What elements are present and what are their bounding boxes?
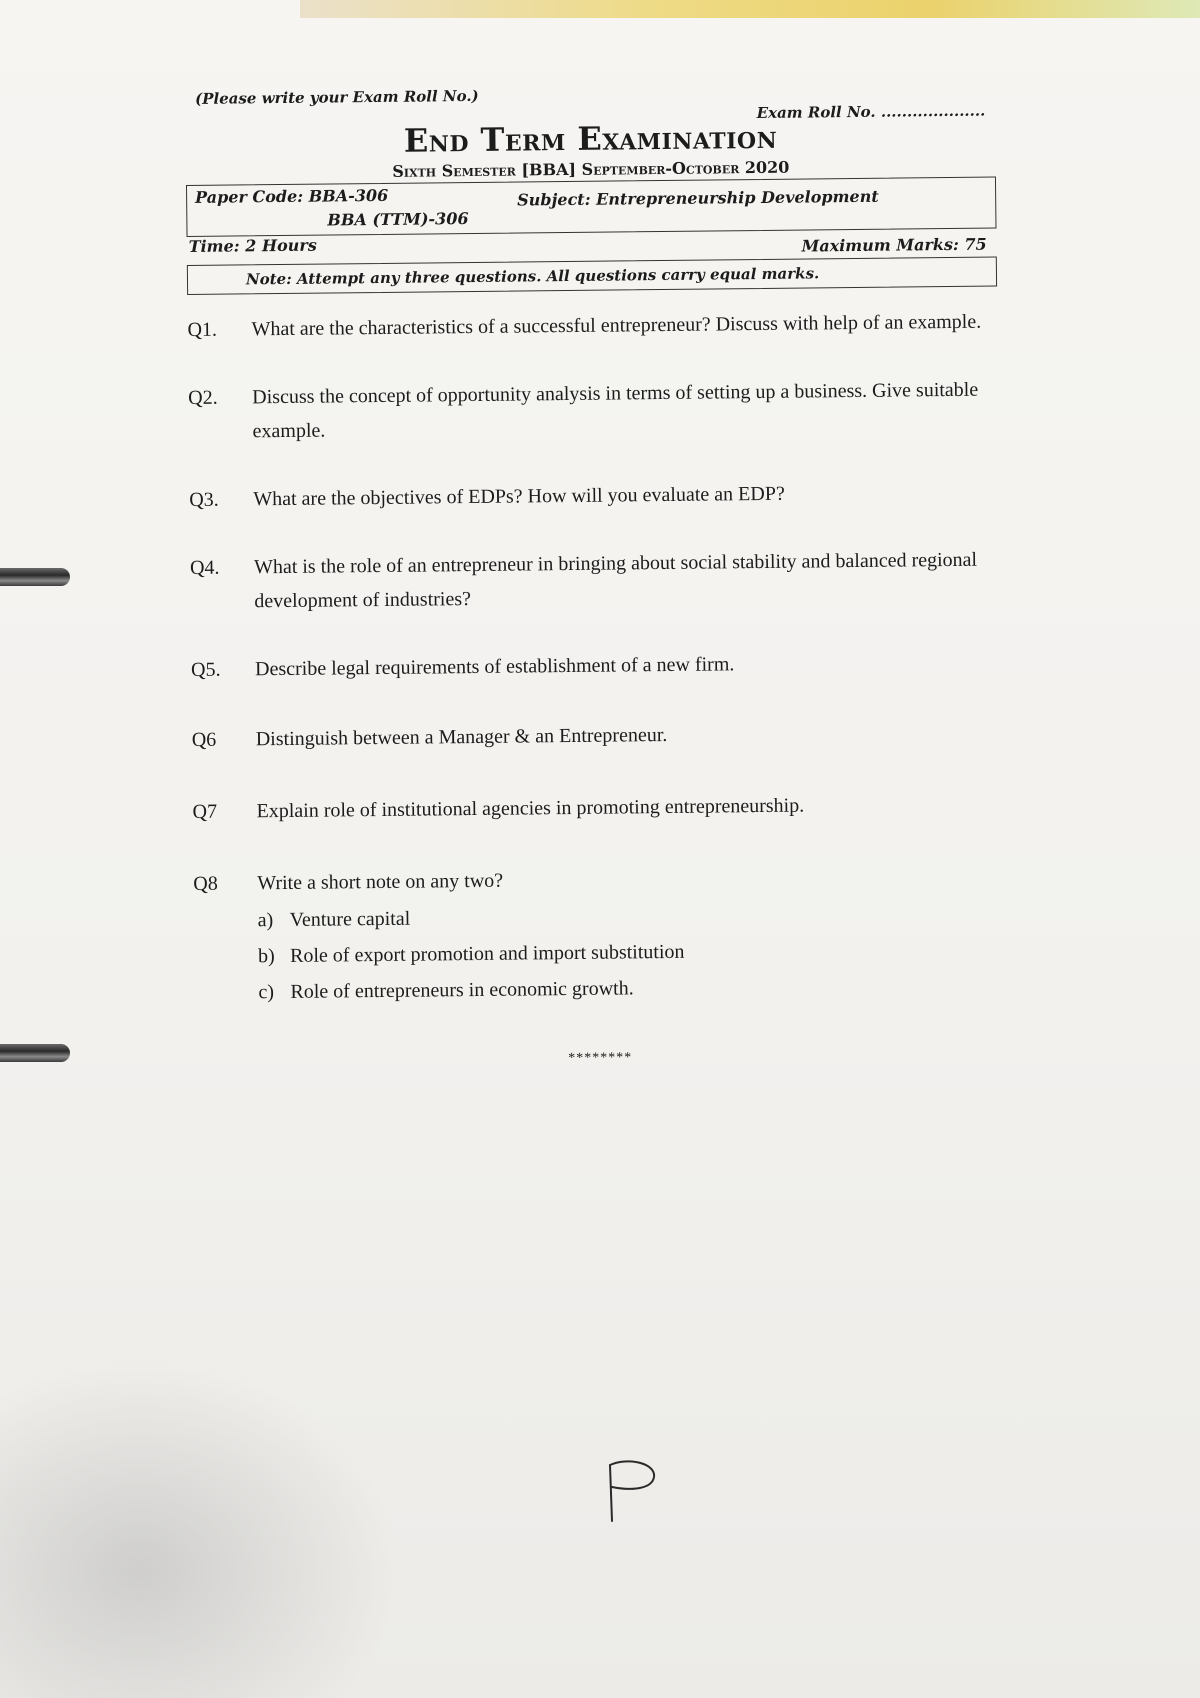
sub-item-text: Venture capital (289, 907, 411, 931)
paper-code: Paper Code: BBA-306 (195, 185, 389, 207)
paper-info-box (186, 177, 997, 237)
question-number: Q7 (192, 800, 218, 823)
question-7 (192, 786, 1002, 828)
question-number: Q2. (188, 386, 218, 409)
question-text: Distinguish between a Manager & an Entrepreneur. (255, 723, 668, 751)
binder-ring-top (0, 568, 70, 586)
question-body (257, 858, 1004, 1010)
question-3 (189, 474, 999, 516)
maximum-marks: Maximum Marks: 75 (801, 234, 987, 256)
question-2 (188, 373, 999, 449)
question-number: Q1. (187, 318, 218, 341)
sub-item-text: Role of entrepreneurs in economic growth. (290, 977, 634, 1003)
question-number: Q4. (189, 556, 220, 579)
question-text: What is the role of an entrepreneur in bringing about social stability and balanced regional development of industries? (253, 548, 978, 613)
top-edge-strip (300, 0, 1200, 18)
question-list (187, 305, 1004, 1011)
sub-item-text: Role of export promotion and import substitution (289, 940, 685, 967)
question-4 (190, 542, 1001, 618)
time-allowed: Time: 2 Hours (188, 235, 317, 256)
question-number: Q6 (191, 728, 217, 751)
shadow-blur (0, 1360, 400, 1698)
question-number: Q8 (193, 872, 218, 895)
roll-field: Exam Roll No. .................... (756, 101, 986, 123)
question-text: Write a short note on any two? (257, 869, 504, 895)
note-box: Note: Attempt any three questions. All questions carry equal marks. (187, 257, 997, 295)
subject: Subject: Entrepreneurship Development (517, 186, 879, 210)
binder-ring-bottom (0, 1044, 70, 1062)
exam-subtitle: Sixth Semester [BBA] September-October 2020 (392, 157, 790, 181)
paper-code-alt: BBA (TTM)-306 (327, 209, 469, 230)
sub-item-letter: b) (257, 945, 275, 968)
question-text: Explain role of institutional agencies in promoting entrepreneurship. (256, 794, 805, 823)
question-6 (192, 714, 1002, 756)
sub-item-letter: a) (257, 909, 274, 932)
roll-row (185, 82, 995, 130)
question-8 (193, 858, 1004, 1010)
question-number: Q5. (190, 658, 221, 681)
question-text: Describe legal requirements of establishment of a new firm. (254, 653, 735, 681)
question-text: Discuss the concept of opportunity analysis in terms of setting up a business. Give suitable example. (252, 378, 979, 443)
handwritten-mark (598, 1455, 668, 1525)
question-text: What are the objectives of EDPs? How will you evaluate an EDP? (253, 482, 785, 511)
question-1 (187, 305, 997, 347)
exam-title: End Term Examination (403, 117, 778, 160)
question-text: What are the characteristics of a successful entrepreneur? Discuss with help of an example. (251, 310, 982, 341)
question-5 (191, 644, 1001, 686)
question-number: Q3. (189, 488, 219, 511)
sub-item-list (258, 894, 1005, 1010)
end-stars: ******** (568, 1050, 633, 1067)
exam-paper (185, 82, 1005, 1071)
sub-item-c (258, 966, 1004, 1010)
sub-item-letter: c) (258, 981, 275, 1004)
roll-hint: (Please write your Exam Roll No.) (194, 86, 479, 108)
